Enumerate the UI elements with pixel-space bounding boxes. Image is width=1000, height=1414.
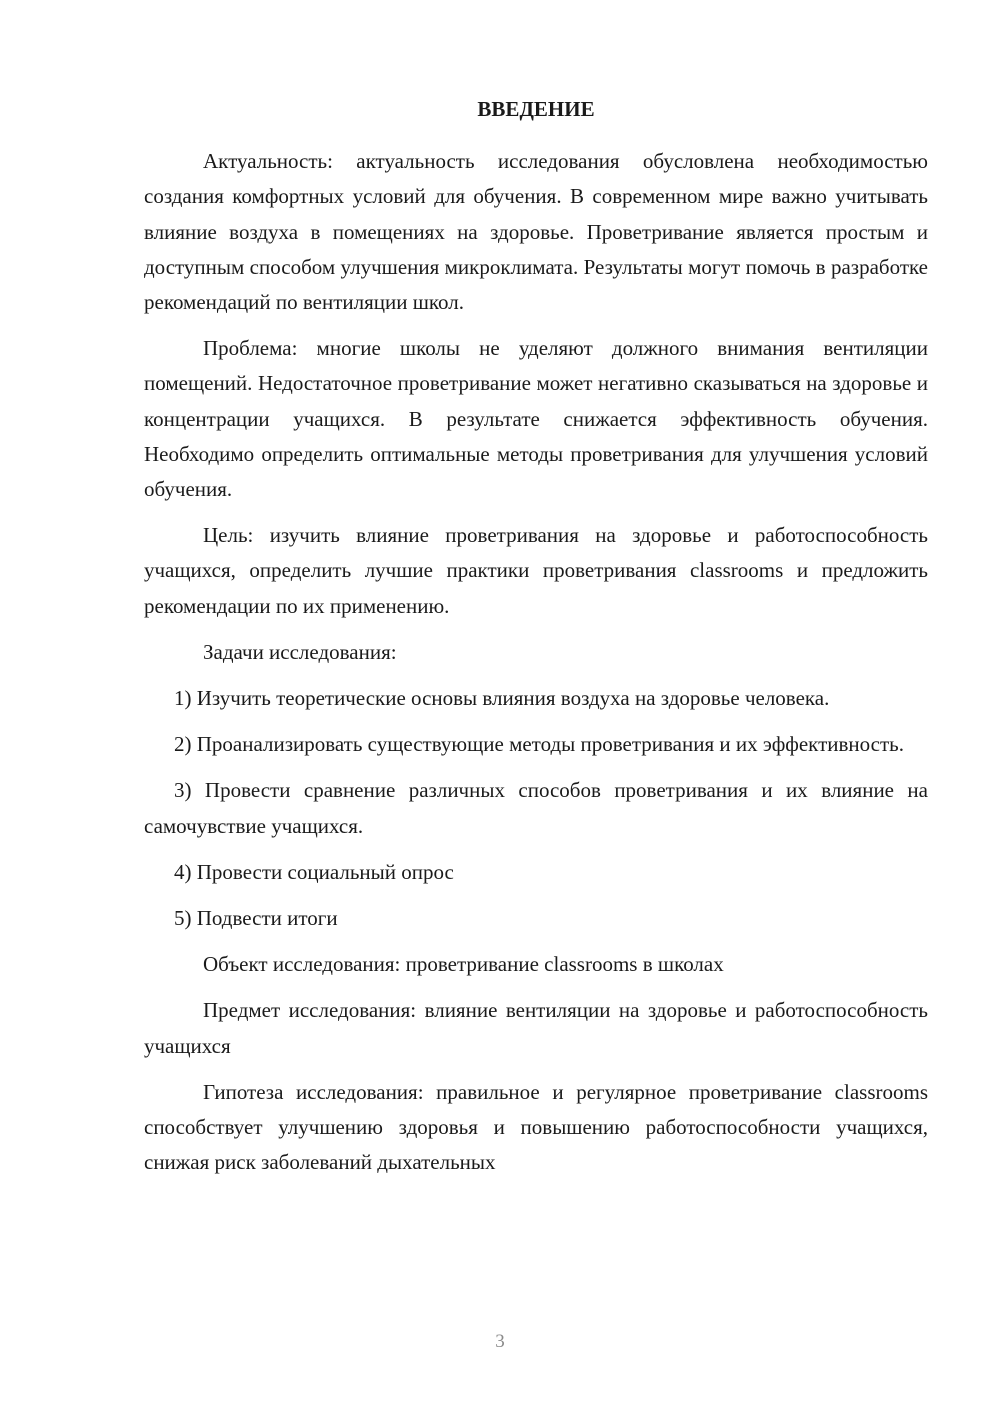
page-number: 3 bbox=[495, 1331, 505, 1352]
paragraph-goal: Цель: изучить влияние проветривания на здоровье и работоспособность учащихся, определить лучшие практики проветривания classrooms и предложить рекомендации по их применению. bbox=[144, 523, 928, 618]
list-item: 2) Проанализировать существующие методы проветривания и их эффективность. bbox=[174, 732, 905, 757]
list-item: 4) Провести социальный опрос bbox=[174, 859, 454, 884]
page-title: ВВЕДЕНИЕ bbox=[477, 97, 595, 121]
paragraph-relevance: Актуальность: актуальность исследования обусловлена необходимостью создания комфортных условий для обучения. В современном мире важно учитывать влияние воздуха в помещениях на здоровье. Проветривание является простым и доступным способом улучшения микроклимата. Результаты могут помочь в разработке рекомендаций по вентиляции школ. bbox=[144, 149, 928, 315]
tasks-heading: Задачи исследования: bbox=[203, 639, 397, 664]
paragraph-problem: Проблема: многие школы не уделяют должного внимания вентиляции помещений. Недостаточное проветривание может негативно сказываться на здоровье и концентрации учащихся. В результате снижается эффективность обучения. Необходимо определить оптимальные методы проветривания для улучшения условий обучения. bbox=[144, 336, 928, 502]
list-item: 3) Провести сравнение различных способов проветривания и их влияние на самочувствие учащихся. bbox=[144, 778, 928, 838]
paragraph-subject: Предмет исследования: влияние вентиляции на здоровье и работоспособность учащихся bbox=[144, 998, 928, 1058]
paragraph-object: Объект исследования: проветривание classrooms в школах bbox=[203, 952, 724, 977]
document-page bbox=[144, 92, 928, 1191]
list-item: 5) Подвести итоги bbox=[174, 906, 338, 931]
list-item: 1) Изучить теоретические основы влияния воздуха на здоровье человека. bbox=[174, 686, 830, 711]
tasks-list bbox=[144, 681, 928, 936]
paragraph-hypothesis: Гипотеза исследования: правильное и регулярное проветривание classrooms способствует улучшению здоровья и повышению работоспособности учащихся, снижая риск заболеваний дыхательных bbox=[144, 1079, 928, 1175]
